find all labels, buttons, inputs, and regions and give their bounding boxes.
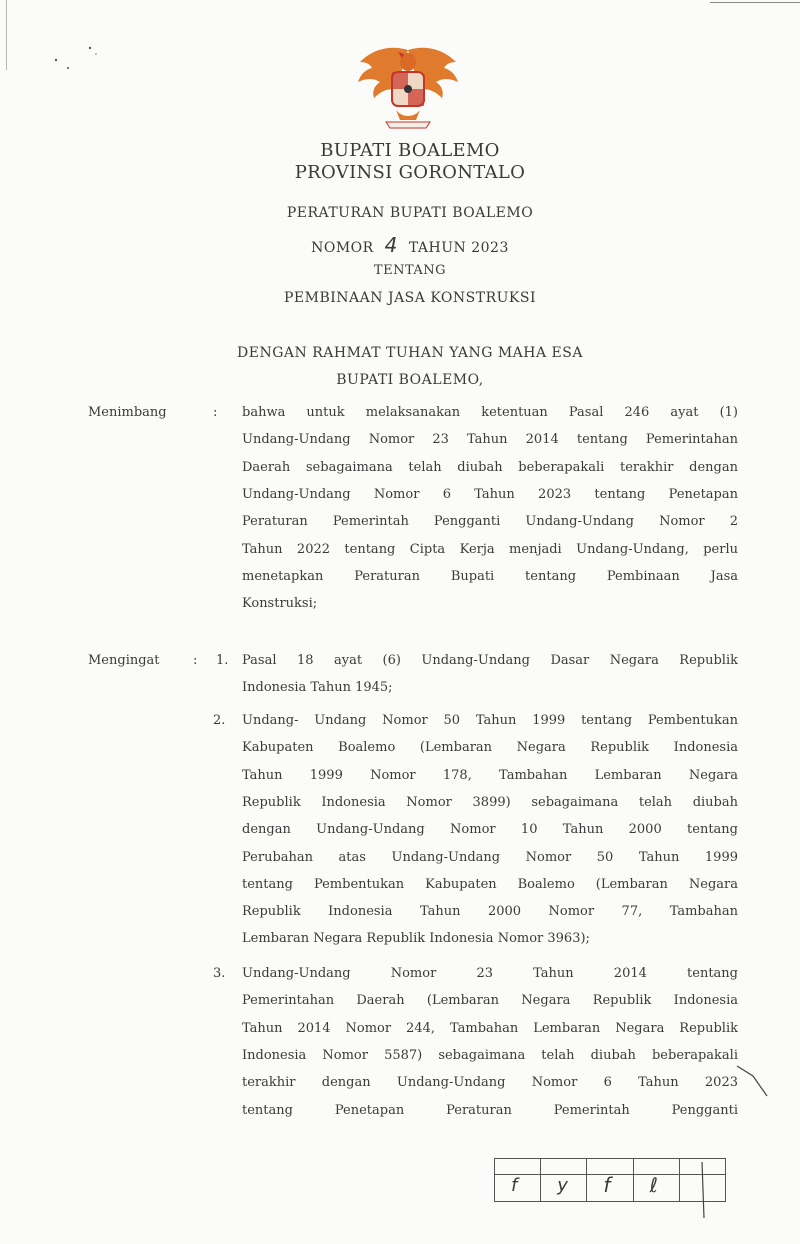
body-text-line: Lembaran Negara Republik Indonesia Nomor 3963); xyxy=(242,931,590,946)
body-text-line: Tahun 2022 tentang Cipta Kerja menjadi Undang-Undang, perlu xyxy=(242,542,738,557)
body-text-line: tentang Penetapan Peraturan Pemerintah Pengganti xyxy=(242,1103,738,1118)
body-text-line: Tahun 2014 Nomor 244, Tambahan Lembaran Negara Republik xyxy=(242,1021,738,1036)
regulation-type: PERATURAN BUPATI BOALEMO xyxy=(286,205,534,221)
body-text-line: Indonesia Tahun 1945; xyxy=(242,680,393,695)
body-text-line: Pemerintahan Daerah (Lembaran Negara Republik Indonesia xyxy=(242,993,738,1008)
preamble: DENGAN RAHMAT TUHAN YANG MAHA ESA xyxy=(237,345,583,361)
authority-line-2: PROVINSI GORONTALO xyxy=(294,162,526,183)
body-text-line: Republik Indonesia Tahun 2000 Nomor 77, Tambahan xyxy=(242,904,738,919)
regulation-year: TAHUN 2023 xyxy=(408,240,509,256)
body-text-line: Republik Indonesia Nomor 3899) sebagaimana telah diubah xyxy=(242,795,738,810)
about-label: TENTANG xyxy=(373,263,447,278)
menimbang-colon: : xyxy=(213,405,218,420)
body-text-line: Undang-Undang Nomor 6 Tahun 2023 tentang Penetapan xyxy=(242,487,738,502)
mengingat-colon: : xyxy=(193,653,198,668)
body-text-line: Tahun 1999 Nomor 178, Tambahan Lembaran Negara xyxy=(242,768,738,783)
paraf-mark: f xyxy=(603,1173,611,1197)
body-text-line: Daerah sebagaimana telah diubah beberapakali terakhir dengan xyxy=(242,460,738,475)
body-text-line: Perubahan atas Undang-Undang Nomor 50 Tahun 1999 xyxy=(242,850,738,865)
paraf-cell xyxy=(541,1159,587,1201)
body-text-line: Pasal 18 ayat (6) Undang-Undang Dasar Negara Republik xyxy=(242,653,738,668)
scan-specks xyxy=(50,40,110,80)
body-text-line: terakhir dengan Undang-Undang Nomor 6 Tahun 2023 xyxy=(242,1075,738,1090)
number-prefix: NOMOR xyxy=(311,240,374,256)
body-text-line: Peraturan Pemerintah Pengganti Undang-Undang Nomor 2 xyxy=(242,514,738,529)
scan-left-edge xyxy=(6,0,7,70)
body-text-line: tentang Pembentukan Kabupaten Boalemo (Lembaran Negara xyxy=(242,877,738,892)
body-text-line: Kabupaten Boalemo (Lembaran Negara Republik Indonesia xyxy=(242,740,738,755)
body-text-line: Undang-Undang Nomor 23 Tahun 2014 tentang xyxy=(242,966,738,981)
regulation-number xyxy=(200,233,620,257)
paraf-mark: ℓ xyxy=(649,1173,658,1197)
list-item-number: 2. xyxy=(213,713,226,728)
body-text-line: Undang- Undang Nomor 50 Tahun 1999 tentang Pembentukan xyxy=(242,713,738,728)
pen-stroke xyxy=(735,1062,775,1102)
scan-edge-line xyxy=(710,2,800,3)
mengingat-label: Mengingat xyxy=(88,653,160,668)
list-item-number: 3. xyxy=(213,966,226,981)
garuda-emblem-icon xyxy=(352,40,464,132)
regulation-subject: PEMBINAAN JASA KONSTRUKSI xyxy=(284,290,536,306)
body-text-line: dengan Undang-Undang Nomor 10 Tahun 2000 tentang xyxy=(242,822,738,837)
body-text-line: Indonesia Nomor 5587) sebagaimana telah diubah beberapakali xyxy=(242,1048,738,1063)
paraf-mark: y xyxy=(557,1175,568,1196)
body-text-line: Undang-Undang Nomor 23 Tahun 2014 tentang Pemerintahan xyxy=(242,432,738,447)
issuer: BUPATI BOALEMO, xyxy=(336,372,484,388)
paraf-cell xyxy=(634,1159,680,1201)
body-text-line: bahwa untuk melaksanakan ketentuan Pasal 246 ayat (1) xyxy=(242,405,738,420)
number-value: 4 xyxy=(384,233,398,257)
stamp-pen-stroke xyxy=(690,1160,720,1220)
menimbang-label: Menimbang xyxy=(88,405,167,420)
paraf-mark: f xyxy=(511,1175,518,1196)
body-text-line: menetapkan Peraturan Bupati tentang Pembinaan Jasa xyxy=(242,569,738,584)
list-item-number: 1. xyxy=(216,653,229,668)
body-text-line: Konstruksi; xyxy=(242,596,318,611)
paraf-cell xyxy=(587,1159,633,1201)
authority-line-1: BUPATI BOALEMO xyxy=(320,140,500,161)
paraf-cell xyxy=(495,1159,541,1201)
